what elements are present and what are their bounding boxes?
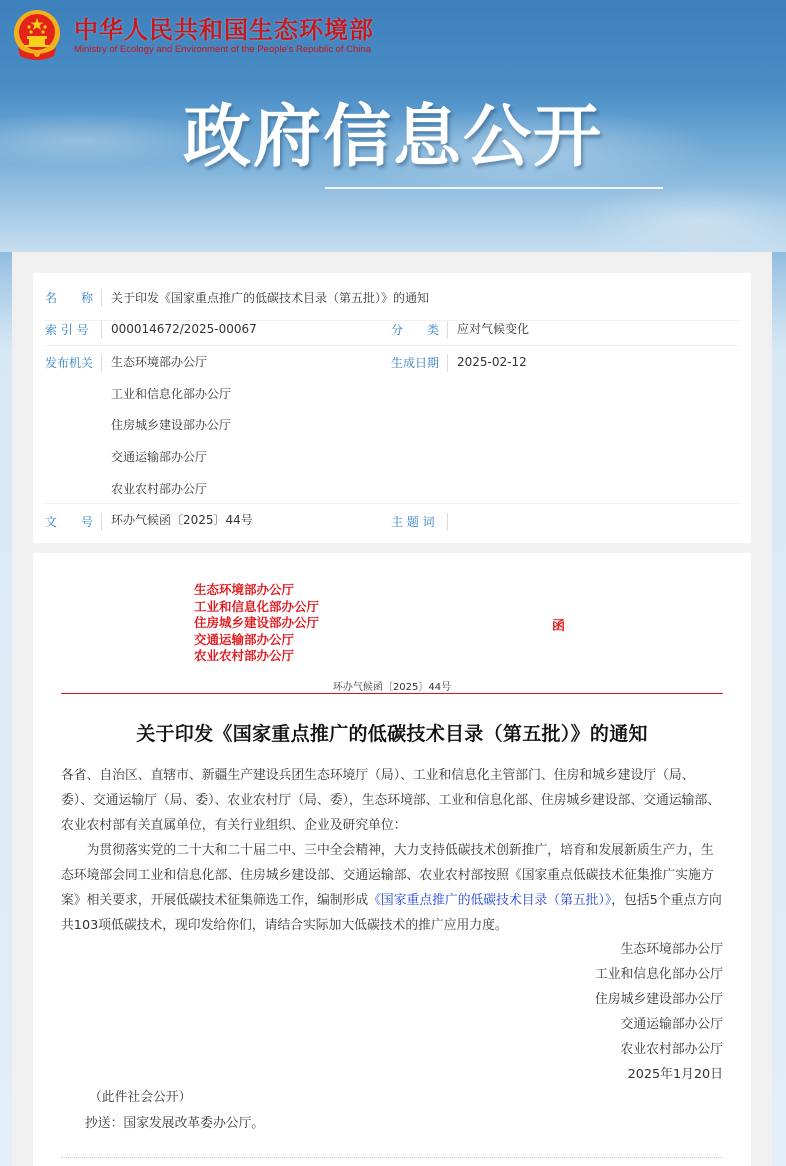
meta-separator xyxy=(101,513,102,531)
metadata-panel xyxy=(33,273,751,543)
meta-value-publisher: 工业和信息化部办公厅 xyxy=(111,387,232,401)
meta-value-publisher: 交通运输部办公厅 xyxy=(111,450,208,464)
signer-name: 住房城乡建设部办公厅 xyxy=(595,992,723,1007)
meta-label-index: 索 引 号 xyxy=(45,323,89,337)
meta-separator xyxy=(447,321,448,339)
meta-value-publisher: 生态环境部办公厅 xyxy=(111,355,208,369)
site-logo[interactable] xyxy=(12,8,374,64)
meta-label-category: 分 类 xyxy=(391,323,440,337)
sign-date: 2025年1月20日 xyxy=(627,1067,723,1082)
signature-block xyxy=(595,937,723,1087)
issuer-list xyxy=(194,582,319,665)
letter-mark: 函 xyxy=(552,619,566,634)
header-banner xyxy=(0,0,786,252)
dotted-divider xyxy=(61,1157,723,1158)
banner-underline xyxy=(325,187,663,189)
meta-value-date: 2025-02-12 xyxy=(457,355,527,369)
issuer-name: 生态环境部办公厅 xyxy=(194,582,295,597)
signer-name: 生态环境部办公厅 xyxy=(620,942,723,957)
signer-name: 交通运输部办公厅 xyxy=(620,1017,723,1032)
national-emblem-icon xyxy=(12,8,62,64)
issuer-name: 工业和信息化部办公厅 xyxy=(194,598,320,614)
body-text-end: ，包括5个重点方向共103项低碳技术，现印发给你们，请结合实际加大低碳技术的推广应用力度。 xyxy=(61,893,722,933)
issuer-name: 农业农村部办公厅 xyxy=(194,648,295,663)
issuer-name: 住房城乡建设部办公厅 xyxy=(194,615,320,630)
document-number: 环办气候函〔2025〕44号 xyxy=(332,682,452,693)
site-name-cn: 中华人民共和国生态环境部 xyxy=(74,16,374,44)
meta-separator xyxy=(101,321,102,339)
signer-name: 工业和信息化部办公厅 xyxy=(595,967,723,982)
meta-value-name: 关于印发《国家重点推广的低碳技术目录（第五批）》的通知 xyxy=(111,291,430,305)
site-name-en: Ministry of Ecology and Environment of the People's Republic of China xyxy=(74,44,372,55)
document-panel xyxy=(33,553,751,1166)
meta-value-publisher: 农业农村部办公厅 xyxy=(111,482,208,496)
red-divider xyxy=(61,693,723,694)
addressees-paragraph: 各省、自治区、直辖市、新疆生产建设兵团生态环境厅（局）、工业和信息化主管部门、住房和城乡建设厅（局、委）、交通运输厅（局、委）、农业农村厅（局、委），生态环境部、工业和信息化部、住房城乡建设部、交通运输部、农业农村部有关直属单位，有关行业组织、企业及研究单位： xyxy=(61,768,721,833)
signer-name: 农业农村部办公厅 xyxy=(620,1042,723,1057)
public-note: （此件社会公开） xyxy=(89,1090,192,1105)
meta-label-name: 名 称 xyxy=(45,291,94,305)
meta-value-index: 000014672/2025-00067 xyxy=(111,322,257,336)
banner-title: 政府信息公开 xyxy=(183,98,604,177)
meta-label-publisher: 发布机关 xyxy=(45,356,94,370)
body-paragraph xyxy=(61,838,723,938)
body-text-start: 为贯彻落实党的二十大和二十届二中、三中全会精神，大力支持低碳技术创新推广，培育和发展新质生产力，生态环境部会同工业和信息化部、住房城乡建设部、交通运输部、农业农村部按照《国家重点低碳技术征集推广实施方案》相关要求，开展低碳技术征集筛选工作，编制形成 xyxy=(61,843,714,908)
meta-label-date: 生成日期 xyxy=(391,356,440,370)
meta-value-publisher: 住房城乡建设部办公厅 xyxy=(111,418,232,432)
cc-line: 抄送：国家发展改革委办公厅。 xyxy=(85,1116,265,1131)
meta-label-keywords: 主 题 词 xyxy=(391,515,435,529)
meta-row-index xyxy=(45,313,739,346)
meta-value-docno: 环办气候函〔2025〕44号 xyxy=(111,513,253,527)
meta-separator xyxy=(101,289,102,307)
document-title: 关于印发《国家重点推广的低碳技术目录（第五批）》的通知 xyxy=(136,723,648,745)
meta-row-publisher xyxy=(45,346,739,504)
meta-label-docno: 文 号 xyxy=(45,515,94,529)
meta-separator xyxy=(447,513,448,531)
meta-separator xyxy=(447,354,448,372)
meta-separator xyxy=(101,354,102,372)
meta-row-docno xyxy=(45,504,739,537)
catalog-link[interactable]: 《国家重点推广的低碳技术目录（第五批）》 xyxy=(368,893,612,908)
issuer-name: 交通运输部办公厅 xyxy=(194,631,295,647)
meta-value-category: 应对气候变化 xyxy=(457,322,530,336)
